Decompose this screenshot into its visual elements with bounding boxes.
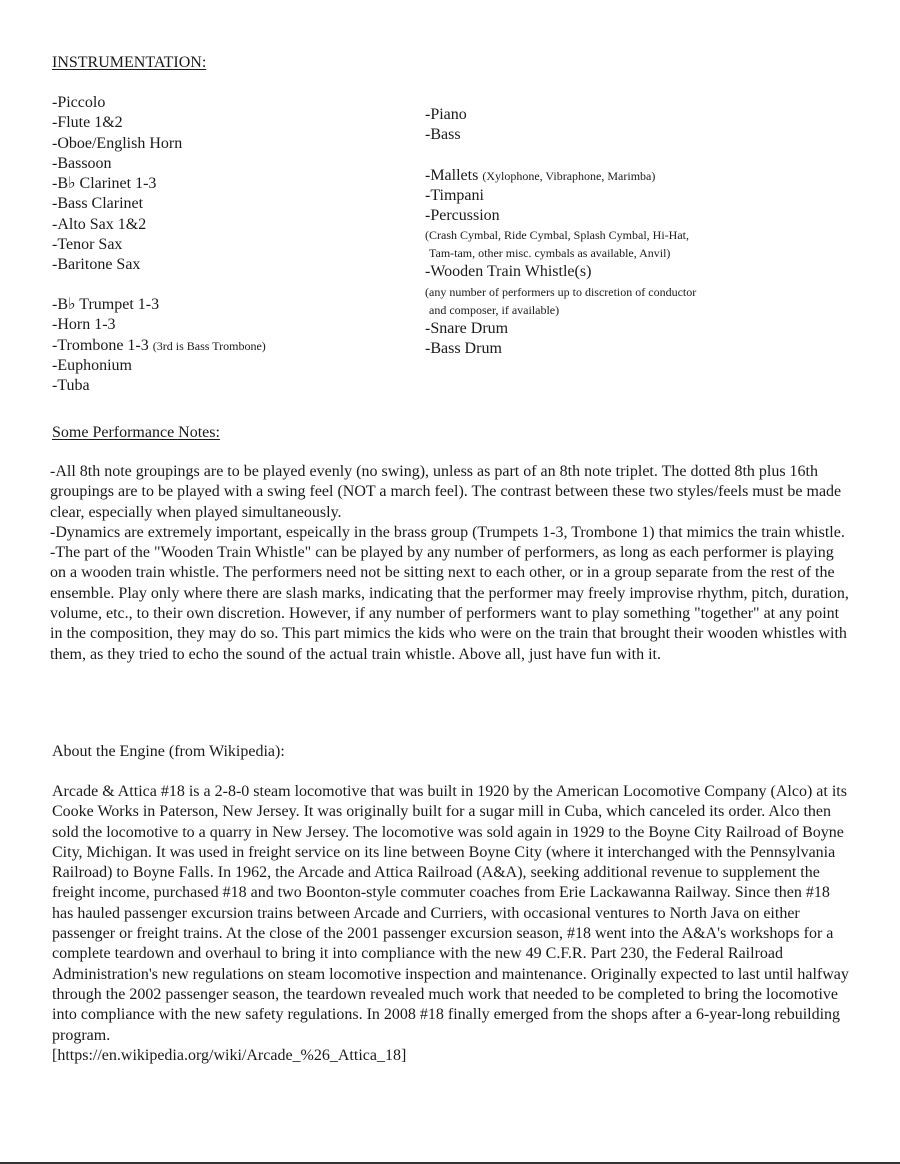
- instrument-item: -Baritone Sax: [52, 256, 141, 274]
- whistle-note-line-1: (any number of performers up to discretion of conductor: [425, 284, 697, 299]
- whistle-note-line-2: and composer, if available): [429, 302, 560, 317]
- instrument-item: -Wooden Train Whistle(s): [425, 263, 592, 281]
- instrument-item: -Flute 1&2: [52, 114, 123, 132]
- instrument-item: -Timpani: [425, 186, 484, 204]
- instrument-item: -Bass Clarinet: [52, 195, 144, 213]
- percussion-note-line-1: (Crash Cymbal, Ride Cymbal, Splash Cymbal, Hi-Hat,: [425, 228, 689, 243]
- performance-note: -All 8th note groupings are to be played evenly (no swing), unless as part of an 8th note triplet. The dotted 8th plus 16th groupings are to be played with a swing feel (NOT a march feel). The contrast between these two styles/feels must be made clear, especially when played simultaneously.: [50, 463, 842, 521]
- instrumentation-heading: INSTRUMENTATION:: [52, 54, 207, 71]
- performance-note: -Dynamics are extremely important, espeically in the brass group (Trumpets 1-3, Trombone 1) that mimics the train whistle.: [50, 523, 845, 541]
- mallets-label: -Mallets: [425, 166, 479, 184]
- instrument-item: [425, 166, 696, 186]
- instrument-list-rhythm: [425, 105, 696, 359]
- about-engine-body: [52, 782, 852, 1066]
- performance-note: -The part of the "Wooden Train Whistle" can be played by any number of performers, as long as each performer is playing on a wooden train whistle. The performers need not be sitting next to each other, or in a group separate from the rest of the ensemble. Play only where there are slash marks, indicating that the performer may freely improvise rhythm, pitch, duration, volume, etc., to their own discretion. However, if any number of performers want to play something "together" at any point in the composition, they may do so. This part mimics the kids who were on the train that brought their wooden whistles with them, as they tried to echo the sound of the actual train whistle. Above all, just have fun with it.: [50, 544, 849, 663]
- instrument-list-woodwinds: [52, 93, 182, 276]
- instrument-item: -B♭ Trumpet 1-3: [52, 296, 160, 313]
- about-engine-heading: About the Engine (from Wikipedia):: [52, 743, 285, 760]
- about-engine-paragraph: Arcade & Attica #18 is a 2-8-0 steam locomotive that was built in 1920 by the American Locomotive Company (Alco) at its Cooke Works in Paterson, New Jersey. It was originally built for a sugar mill in Cuba, which canceled its order. Alco then sold the locomotive to a quarry in New Jersey. The locomotive was sold again in 1929 to the Boyne City Railroad of Boyne City, Michigan. It was used in freight service on its line between Boyne City (where it interchanged with the Pennsylvania Railroad) to Boyne Falls. In 1962, the Arcade and Attica Railroad (A&A), seeking additional revenue to supplement the freight income, purchased #18 and two Boonton-style commuter coaches from Erie Lackawanna Railway. Since then #18 has hauled passenger excursion trains between Arcade and Curriers, with occasional ventures to North Java on either passenger or freight trains. At the close of the 2001 passenger excursion season, #18 went into the A&A's workshops for a complete teardown and overhaul to bring it into compliance with the new 49 C.F.R. Part 230, the Federal Railroad Administration's new regulations on steam locomotive inspection and maintenance. Originally expected to last until halfway through the 2002 passenger season, the teardown revealed much work that needed to be completed to bring the locomotive into compliance with the new safety regulations. In 2008 #18 finally emerged from the shops after a 6-year-long rebuilding program.: [52, 783, 849, 1044]
- spacer: [425, 146, 696, 166]
- instrument-item: -Percussion: [425, 207, 500, 225]
- wikipedia-source-link: [https://en.wikipedia.org/wiki/Arcade_%26_Attica_18]: [52, 1046, 407, 1064]
- instrument-item: -Euphonium: [52, 356, 132, 374]
- trombone-label: -Trombone 1-3: [52, 336, 149, 354]
- instrument-item: -Bassoon: [52, 154, 112, 172]
- instrument-item: -Bass: [425, 126, 461, 144]
- instrument-item: -Piano: [425, 106, 467, 123]
- instrument-item: [52, 336, 266, 356]
- instrument-item: -Piccolo: [52, 94, 106, 111]
- performance-notes-heading: Some Performance Notes:: [52, 424, 220, 441]
- percussion-note-line-2: Tam-tam, other misc. cymbals as available, Anvil): [429, 246, 671, 261]
- instrument-item: -Bass Drum: [425, 340, 502, 358]
- instrument-item: -Alto Sax 1&2: [52, 215, 147, 233]
- trombone-note: (3rd is Bass Trombone): [152, 338, 266, 353]
- mallets-note: (Xylophone, Vibraphone, Marimba): [482, 168, 656, 183]
- instrument-item: -Snare Drum: [425, 319, 509, 337]
- performance-notes-body: [50, 462, 850, 665]
- instrument-list-brass: [52, 295, 266, 396]
- instrument-item: -Oboe/English Horn: [52, 134, 183, 152]
- instrument-item: -Tenor Sax: [52, 236, 123, 254]
- instrument-item: -Horn 1-3: [52, 316, 116, 334]
- instrument-item: -B♭ Clarinet 1-3: [52, 175, 157, 193]
- instrument-item: -Tuba: [52, 377, 90, 395]
